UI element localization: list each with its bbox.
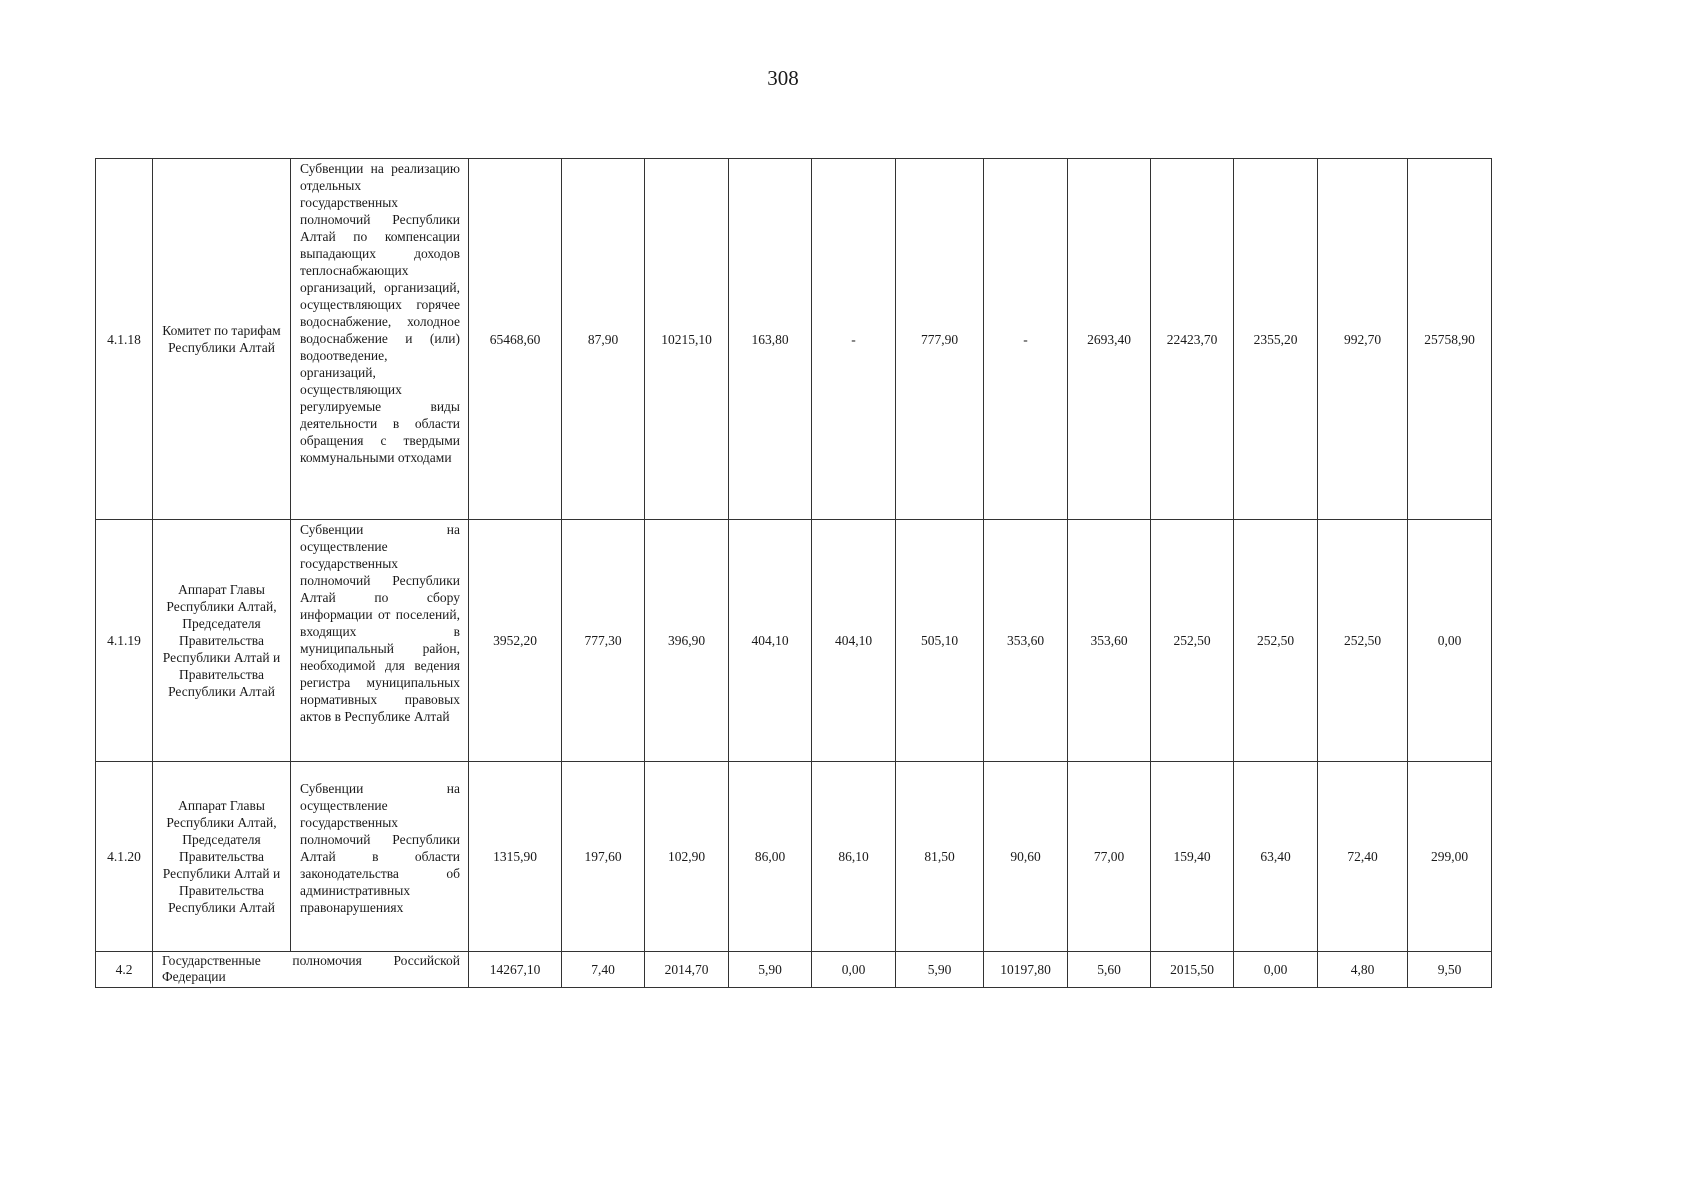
table-row [96, 762, 1492, 952]
row-code: 4.1.20 [96, 762, 153, 952]
value-cell: 7,40 [562, 952, 645, 988]
value-cell: 353,60 [1068, 520, 1151, 762]
value-cell: 0,00 [1408, 520, 1492, 762]
value-cell: 10197,80 [984, 952, 1068, 988]
value-cell: 252,50 [1234, 520, 1318, 762]
value-cell: 2693,40 [1068, 159, 1151, 520]
value-cell: 22423,70 [1151, 159, 1234, 520]
value-cell: 992,70 [1318, 159, 1408, 520]
value-cell: 63,40 [1234, 762, 1318, 952]
value-cell: 72,40 [1318, 762, 1408, 952]
value-cell: 3952,20 [469, 520, 562, 762]
value-cell: 252,50 [1318, 520, 1408, 762]
row-owner: Аппарат Главы Республики Алтай, Председателя Правительства Республики Алтай и Правительства Республики Алтай [153, 520, 291, 762]
value-cell: 14267,10 [469, 952, 562, 988]
value-cell: - [984, 159, 1068, 520]
table-row [96, 952, 1492, 988]
value-cell: 0,00 [812, 952, 896, 988]
value-cell: 90,60 [984, 762, 1068, 952]
value-cell: 2015,50 [1151, 952, 1234, 988]
value-cell: 86,10 [812, 762, 896, 952]
value-cell: 81,50 [896, 762, 984, 952]
row-code: 4.2 [96, 952, 153, 988]
value-cell: 65468,60 [469, 159, 562, 520]
value-cell: 396,90 [645, 520, 729, 762]
table-row [96, 520, 1492, 762]
row-description: Субвенции на осуществление государственных полномочий Республики Алтай в области законодательства об административных правонарушениях [291, 762, 469, 952]
value-cell: 404,10 [729, 520, 812, 762]
row-owner: Комитет по тарифам Республики Алтай [153, 159, 291, 520]
row-description: Государственные полномочия Российской Федерации [153, 952, 469, 988]
value-cell: 25758,90 [1408, 159, 1492, 520]
value-cell: 5,90 [896, 952, 984, 988]
value-cell: 777,90 [896, 159, 984, 520]
page-number: 308 [767, 66, 799, 90]
row-description: Субвенции на осуществление государственных полномочий Республики Алтай по сбору информации от поселений, входящих в муниципальный район, необходимой для ведения регистра муниципальных нормативных правовых актов в Республике Алтай [291, 520, 469, 762]
value-cell: 10215,10 [645, 159, 729, 520]
value-cell: 5,60 [1068, 952, 1151, 988]
value-cell: 777,30 [562, 520, 645, 762]
value-cell: 4,80 [1318, 952, 1408, 988]
value-cell: 299,00 [1408, 762, 1492, 952]
value-cell: 2355,20 [1234, 159, 1318, 520]
value-cell: 77,00 [1068, 762, 1151, 952]
value-cell: 505,10 [896, 520, 984, 762]
value-cell: 86,00 [729, 762, 812, 952]
row-code: 4.1.19 [96, 520, 153, 762]
value-cell: 404,10 [812, 520, 896, 762]
value-cell: 252,50 [1151, 520, 1234, 762]
row-owner: Аппарат Главы Республики Алтай, Председателя Правительства Республики Алтай и Правительства Республики Алтай [153, 762, 291, 952]
table-row [96, 159, 1492, 520]
value-cell: 5,90 [729, 952, 812, 988]
row-code: 4.1.18 [96, 159, 153, 520]
value-cell: 102,90 [645, 762, 729, 952]
value-cell: 159,40 [1151, 762, 1234, 952]
value-cell: 163,80 [729, 159, 812, 520]
row-description: Субвенции на реализацию отдельных государственных полномочий Республики Алтай по компенсации выпадающих доходов теплоснабжающих организаций, организаций, осуществляющих горячее водоснабжение, холодное водоснабжение и (или) водоотведение, организаций, осуществляющих регулируемые виды деятельности в области обращения с твердыми коммунальными отходами [291, 159, 469, 520]
value-cell: 87,90 [562, 159, 645, 520]
value-cell: 9,50 [1408, 952, 1492, 988]
value-cell: 0,00 [1234, 952, 1318, 988]
value-cell: 1315,90 [469, 762, 562, 952]
value-cell: 2014,70 [645, 952, 729, 988]
value-cell: - [812, 159, 896, 520]
value-cell: 197,60 [562, 762, 645, 952]
value-cell: 353,60 [984, 520, 1068, 762]
budget-table [95, 158, 1492, 988]
